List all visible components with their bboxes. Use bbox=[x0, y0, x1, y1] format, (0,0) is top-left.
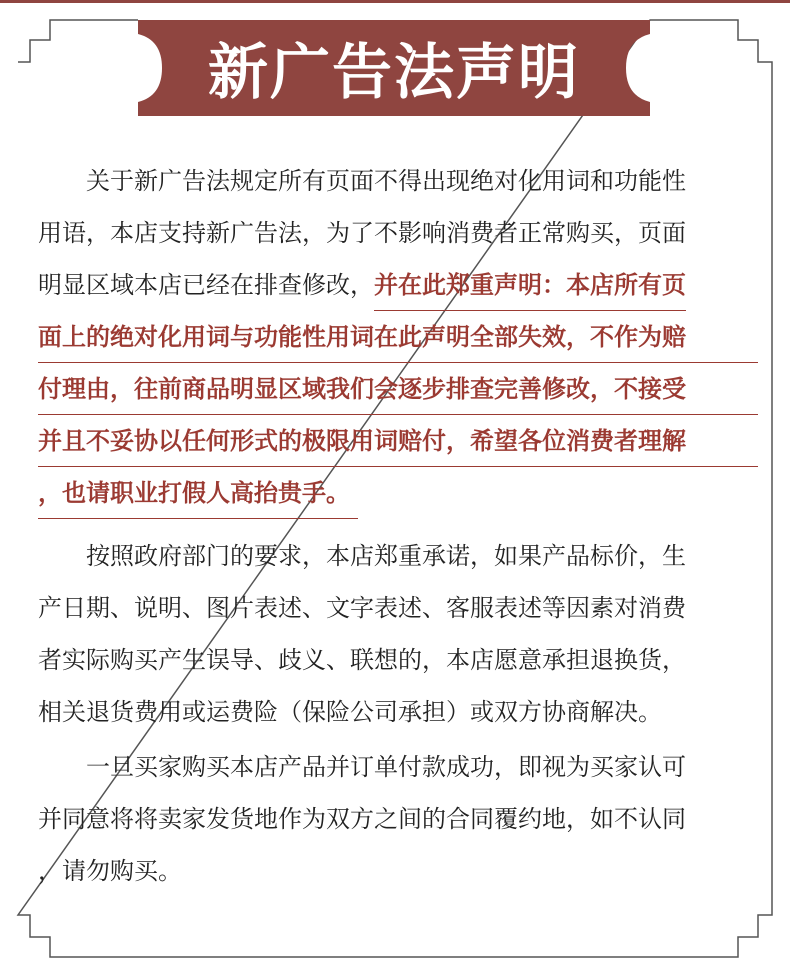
text-line: 关于新广告法规定所有页面不得出现绝对化用词和功能性 bbox=[86, 167, 686, 195]
highlight-segment: ，也请职业打假人高抬贵手。 bbox=[38, 468, 358, 519]
text-line: 并同意将将卖家发货地作为双方之间的合同覆约地，如不认同 bbox=[38, 805, 686, 833]
notice-paragraph-2 bbox=[38, 530, 758, 738]
text-segment: 明显区域本店已经在排查修改， bbox=[38, 271, 374, 299]
highlight-line: 并且不妥协以任何形式的极限用词赔付，希望各位消费者理解 bbox=[38, 415, 758, 467]
notice-paragraph-3 bbox=[38, 741, 758, 897]
notice-paragraph-1 bbox=[38, 155, 758, 519]
page-title: 新广告法声明 bbox=[208, 38, 580, 108]
highlight-segment: 并在此郑重声明：本店所有页 bbox=[374, 260, 686, 311]
text-line: 按照政府部门的要求，本店郑重承诺，如果产品标价，生 bbox=[86, 542, 686, 570]
text-line bbox=[38, 259, 758, 311]
highlight-line: 付理由，往前商品明显区域我们会逐步排查完善修改，不接受 bbox=[38, 363, 758, 415]
text-line: 相关退货费用或运费险（保险公司承担）或双方协商解决。 bbox=[38, 698, 662, 726]
text-line: ，请勿购买。 bbox=[38, 857, 182, 885]
text-line: 者实际购买产生误导、歧义、联想的，本店愿意承担退换货， bbox=[38, 646, 686, 674]
highlight-line bbox=[38, 467, 758, 519]
text-line: 产日期、说明、图片表述、文字表述、客服表述等因素对消费 bbox=[38, 594, 686, 622]
text-line: 用语，本店支持新广告法，为了不影响消费者正常购买，页面 bbox=[38, 219, 686, 247]
text-line: 一旦买家购买本店产品并订单付款成功，即视为买家认可 bbox=[86, 753, 686, 781]
highlight-line: 面上的绝对化用词与功能性用词在此声明全部失效，不作为赔 bbox=[38, 311, 758, 363]
